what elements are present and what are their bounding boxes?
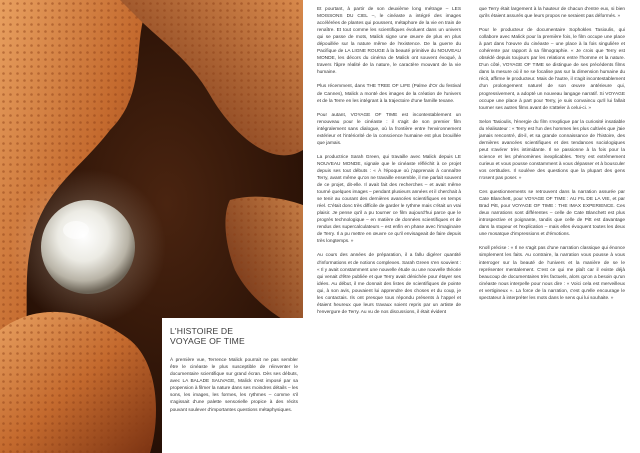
paragraph: Pour autant, VOYAGE OF TIME est incontestablement un renouveau pour le cinéaste : il s'agit de son premier film intégralement sans dialogue, où la frontière entre l'environnement extérieur et l'intériorité de la conscience humaine est plus brouillée que jamais. — [317, 112, 461, 146]
paragraph: que Terry était largement à la hauteur de chacun d'entre eux, si bien qu'ils étaient assurés que leurs propos ne seraient pas déformés. » — [479, 7, 625, 20]
paragraph: Au cours des années de préparation, il a fallu digérer quantité d'informations et de notions complexes. Sarah Green s'en souvient : « Il y avait constamment une nouvelle étude ou une nouvelle théorie qui venait d'être publiée et que Terry avait dénichée pour étayer ses idées. Au début, il me donnait des listes de scientifiques de pointe qui, à son avis, pouvaient lui apprendre des choses et du coup, je les contactais. Ils ont presque tous répondu présents à l'appel et étaient heureux que leurs travaux soient repris par un artiste de l'envergure de Terry. Au vu de nos discussions, il était évident — [317, 253, 461, 315]
text-column-1 — [317, 6, 461, 323]
heading-line-1: L'HISTOIRE DE — [170, 326, 234, 336]
text-column-2 — [479, 6, 625, 309]
paragraph: Ces questionnements se retrouvent dans la narration assurée par Cate Blanchett, pour VOYAGE OF TIME : AU FIL DE LA VIE, et par Brad Pitt, pour VOYAGE OF TIME : THE IMAX EXPERIENCE. Ces deux narrations sont différentes – celle de Cate Blanchett est plus introspective et poignante, tandis que celle de Pitt est davantage dans la stupeur et l'explication – mais elles évoquent toutes les deux une mosaïque d'impressions et d'émotions. — [479, 190, 625, 238]
paragraph: Et pourtant, à partir de son deuxième long métrage – LES MOISSONS DU CIEL –, le cinéaste a intégré des images accélérées de plantes qui poussent, métaphore de la vie en train de renaître. Et tout comme les scientifiques évoluent dans un univers qui se passe de mots, Malick signe une œuvre de plus en plus dépouillée sur la nature même de l'existence. De la guerre du Pacifique de LA LIGNE ROUGE à la beauté primitive du NOUVEAU MONDE, les décors du cinéma de Malick ont souvent évoqué, à travers l'âpre réalité de la nature, le caractère mouvant de la vie humaine. — [317, 7, 461, 76]
paragraph: Selon Tasioulis, l'énergie du film s'explique par la curiosité insatiable du réalisateur : « Terry est l'un des hommes les plus cultivés que j'aie jamais rencontré, dit-il, et sa grande connaissance de l'histoire, des dernières avancées scientifiques et des tendances sociologiques peut s'avérer très intimidante. Il se passionne à la fois pour la science et les phénomènes inexplicables. Terry est extrêmement curieux et vous pousse constamment à vous dépasser et à bousculer vos certitudes. Il soulève des questions que la plupart des gens n'osent pas poser. » — [479, 119, 625, 182]
heading-line-2: VOYAGE OF TIME — [170, 335, 245, 346]
intro-box — [162, 318, 303, 453]
paragraph: Plus récemment, dans THE TREE OF LIFE (Palme d'Or du festival de Cannes), Malick a monté des images de la création de l'univers et de la Terre en les intégrant à la trajectoire d'une famille texane. — [317, 84, 461, 104]
paragraph: Pour le producteur de documentaire Sophokles Tasioulis, qui collabore avec Malick pour la première fois, le film occupe une place à part dans l'œuvre du cinéaste – une place à la fois singulière et cohérente par rapport à sa filmographie. « Je crois que Terry est obsédé depuis toujours par les relations entre l'homme et la nature. D'un côté, VOYAGE OF TIME se distingue de ses précédents films dans la mesure où il ne se focalise pas sur la dimension humaine du récit, affirme le producteur. Mais de l'autre, il s'agit incontestablement d'un prolongement naturel de son œuvre antérieure qui, progressivement, a adopté un nouveau langage narratif. Si VOYAGE occupe une place à part pour Terry, je suis convaincu qu'il lui fallait tourner ses autres films avant de s'atteler à celui-ci. » — [479, 28, 625, 111]
paragraph: Knoll précise : « Il ne s'agit pas d'une narration classique qui énonce simplement les faits. Au contraire, la narration vous pousse à vous interroger sur la beauté de l'univers et la manière de se le représenter mentalement. C'est ce qui me plaît car il existe déjà beaucoup de documentaires très factuels, alors qu'on a besoin qu'un cinéaste nous interpelle pour nous dire : « Voici cela est merveilleux et vertigineux ». La force de la narration, c'est qu'elle encourage le spectateur à interpréter les mots dans le sens qui lui souhaite. » — [479, 246, 625, 301]
paragraph: La productrice Sarah Green, qui travaille avec Malick depuis LE NOUVEAU MONDE, signale que le cinéaste réfléchit à ce projet depuis ses tout débuts : « À l'époque où j'apprenais à connaître Terry, avant même qu'on ne travaille ensemble, il me parlait souvent de ce projet, dit-elle. Il avait fait des recherches – et avait même tourné quelques images – pendant plusieurs années et il cherchait à se tenir au courant des dernières avancées scientifiques en temps réel. C'était donc très difficile de garder le rythme mais c'était un vrai plaisir. Je pense qu'il a pu tourner ce film aujourd'hui parce que le progrès technologique – en matière de données scientifiques et de rendus des supercalculateurs – est enfin en phase avec l'imaginaire de Terry. Il a pu mettre en œuvre ce qu'il envisageait de faire depuis très longtemps. » — [317, 154, 461, 245]
article-heading — [170, 327, 298, 346]
intro-paragraph: À première vue, Terrence Malick pourrait ne pas sembler être le cinéaste le plus susceptible de réinventer le documentaire scientifique sur grand écran. Dès ses débuts, avec LA BALADE SAUVAGE, Malick s'est imposé par sa propension à filmer la nature dans ses moindres détails – les sons, les images, les formes, les rythmes – comme s'il s'agissait d'une palette sensorielle propice à des récits pouvant soulever d'importantes questions métaphysiques. — [170, 358, 298, 413]
